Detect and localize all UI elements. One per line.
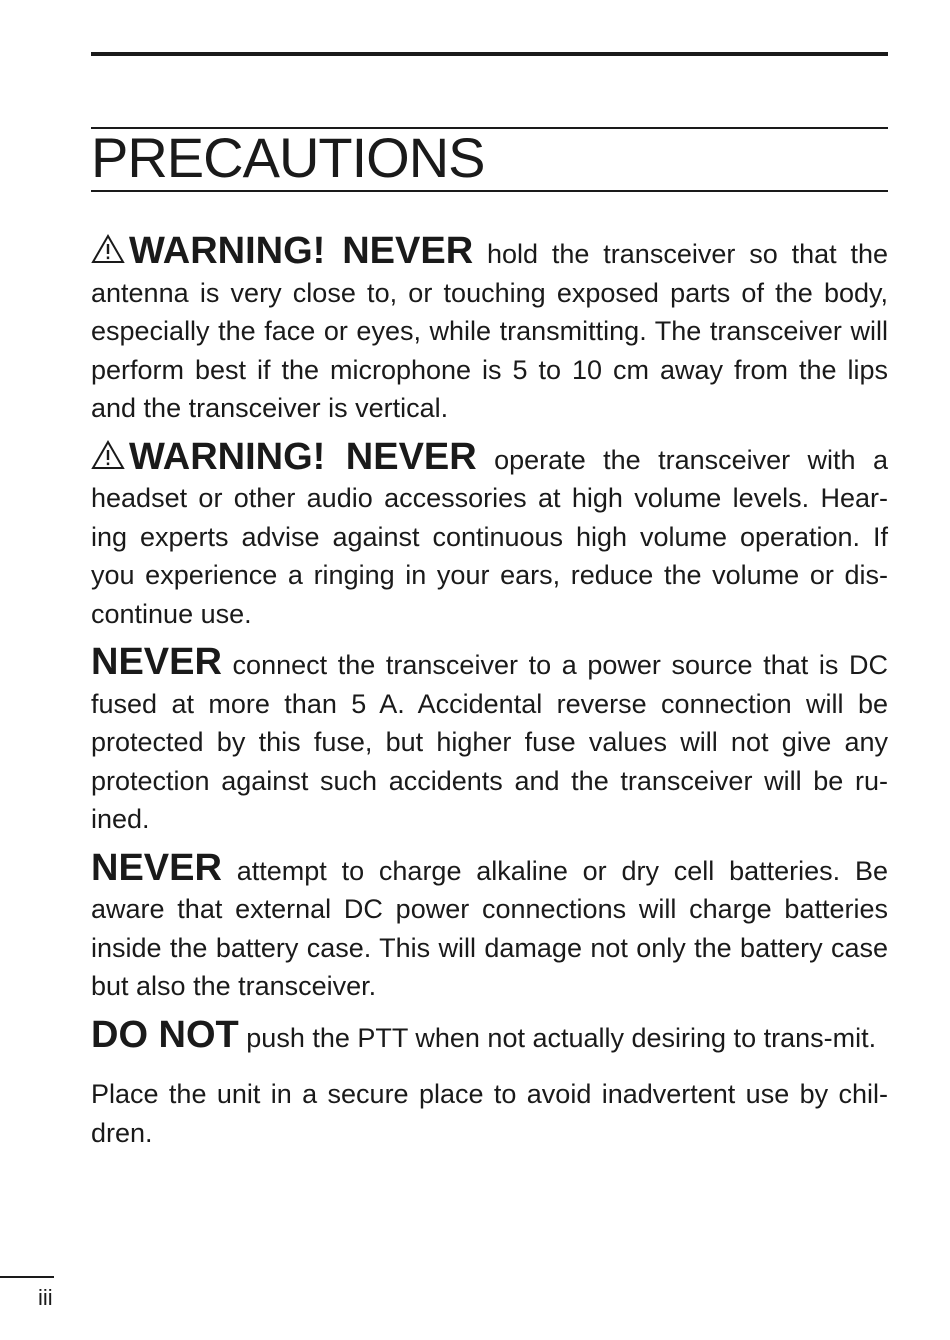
page-title: PRECAUTIONS xyxy=(91,126,485,189)
paragraph-text: attempt to charge alkaline or dry cell batteries. Be aware that external DC power connections will charge batteries inside the battery case. This will damage not only the battery case but also the transceiver. xyxy=(91,855,888,1001)
paragraph-children xyxy=(91,1075,888,1152)
do-not-lead: DO NOT xyxy=(91,1013,239,1056)
paragraph-ptt xyxy=(91,1013,888,1058)
paragraph-text: hold the transceiver so that the antenna is very close to, or touching exposed parts of the body, especially the face or eyes, while transmitting. The transceiver will perform best if the microphone is 5 to 10 cm away from the lips and the transceiver is vertical. xyxy=(91,239,888,423)
paragraph-warning-volume xyxy=(91,435,888,634)
paragraph-text: push the PTT when not actually desiring to trans-mit. xyxy=(238,1022,877,1053)
warning-triangle-icon xyxy=(91,440,125,470)
paragraph-text: operate the transceiver with a headset or other audio accessories at high volume levels. Hear-ing experts advise against continuous high volume operation. If you experience a ringing in your ears, reduce the volume or dis-continue use. xyxy=(91,444,888,629)
page-number-rule xyxy=(0,1276,54,1278)
paragraph-warning-antenna xyxy=(91,232,888,428)
warning-lead: WARNING! NEVER xyxy=(129,230,474,272)
warning-triangle-icon xyxy=(91,234,125,264)
never-lead: NEVER xyxy=(91,641,222,683)
never-lead: NEVER xyxy=(91,846,222,889)
paragraph-text: connect the transceiver to a power source that is DC fused at more than 5 A. Accidental reverse connection will be protected by this fuse, but higher fuse values will not give any protection against such accidents and the transceiver will be ru-ined. xyxy=(91,650,888,834)
page-number: iii xyxy=(38,1285,53,1310)
paragraph-text: Place the unit in a secure place to avoid inadvertent use by chil-dren. xyxy=(91,1079,888,1148)
warning-lead: WARNING! NEVER xyxy=(129,435,477,478)
top-rule xyxy=(91,52,888,56)
paragraph-batteries xyxy=(91,846,888,1006)
precautions-content xyxy=(91,232,888,1162)
paragraph-power-source xyxy=(91,643,888,839)
title-rule-bottom xyxy=(91,190,888,192)
